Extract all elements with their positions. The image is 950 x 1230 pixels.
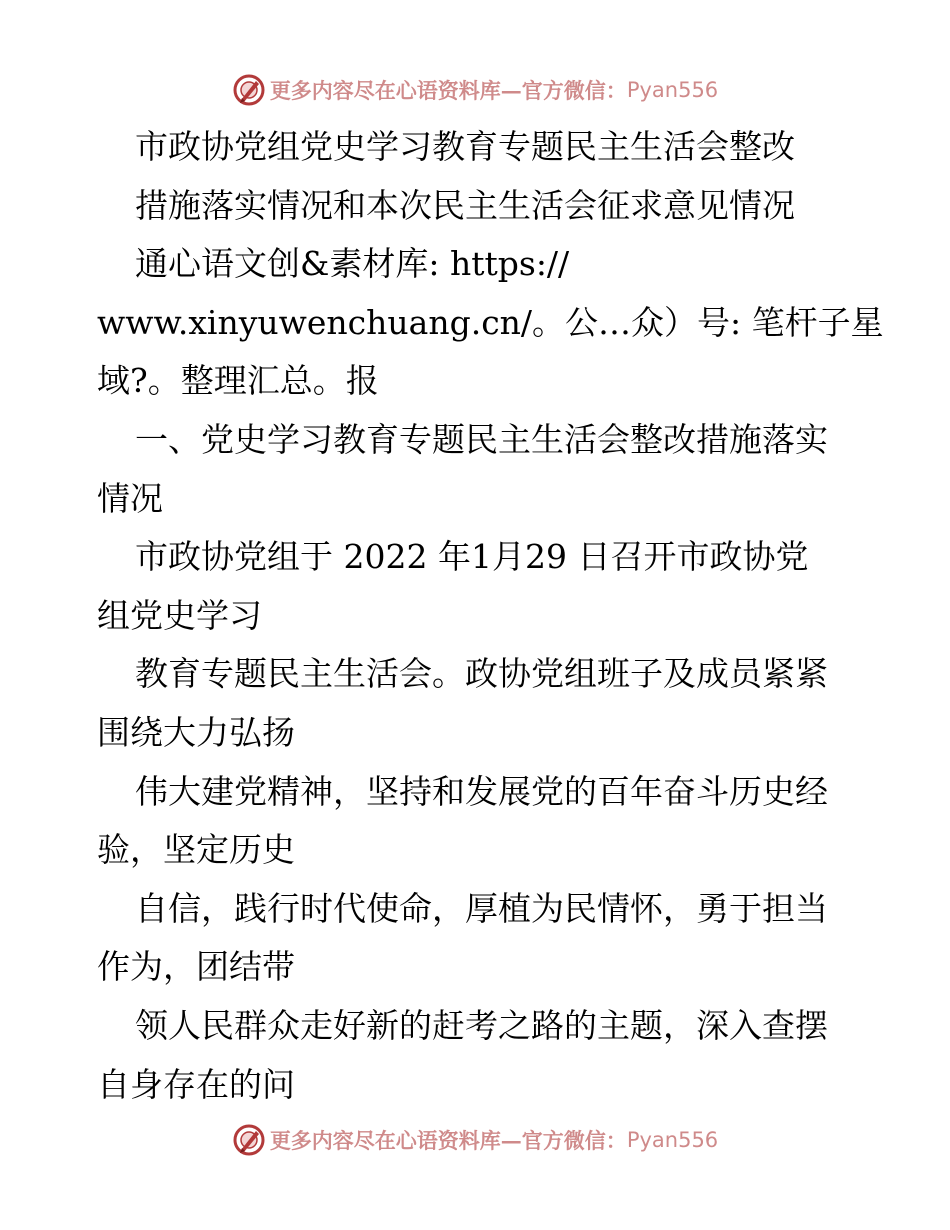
watermark-text: 更多内容尽在心语资料库—官方微信： <box>269 78 627 103</box>
paragraph-line: 围绕大力弘扬 <box>97 712 295 752</box>
pen-nib-logo-icon <box>232 1123 266 1157</box>
paragraph-line: 自身存在的问 <box>97 1064 295 1104</box>
footer-watermark <box>0 1120 950 1160</box>
source-line-3: 域?。整理汇总。报 <box>97 361 379 401</box>
header-watermark <box>0 70 950 110</box>
pen-nib-logo-icon <box>232 73 266 107</box>
section-heading-line-1: 一、党史学习教育专题民主生活会整改措施落实 <box>135 419 828 459</box>
watermark-text: 更多内容尽在心语资料库—官方微信： <box>269 1128 627 1153</box>
paragraph-line: 市政协党组于 2022 年1月29 日召开市政协党 <box>135 537 809 577</box>
paragraph-line: 组党史学习 <box>97 595 262 635</box>
wechat-id: Pyan556 <box>626 78 719 102</box>
title-line-1: 市政协党组党史学习教育专题民主生活会整改 <box>135 127 795 166</box>
paragraph-line: 教育专题民主生活会。政协党组班子及成员紧紧 <box>135 654 828 694</box>
paragraph-line: 领人民群众走好新的赶考之路的主题，深入查摆 <box>135 1005 828 1045</box>
source-line-2: www.xinyuwenchuang.cn/。公…众）号: 笔杆子星 <box>97 302 884 342</box>
paragraph-line: 伟大建党精神，坚持和发展党的百年奋斗历史经 <box>135 771 828 811</box>
paragraph-line: 验，坚定历史 <box>97 830 295 870</box>
paragraph-line: 作为，团结带 <box>97 947 295 987</box>
source-line-1: 通心语文创&素材库: https:// <box>135 244 570 284</box>
title-line-2: 措施落实情况和本次民主生活会征求意见情况 <box>135 185 795 225</box>
section-heading-line-2: 情况 <box>97 478 163 518</box>
document-body <box>97 118 884 1114</box>
paragraph-line: 自信，践行时代使命，厚植为民情怀，勇于担当 <box>135 888 828 928</box>
wechat-id: Pyan556 <box>626 1128 719 1152</box>
